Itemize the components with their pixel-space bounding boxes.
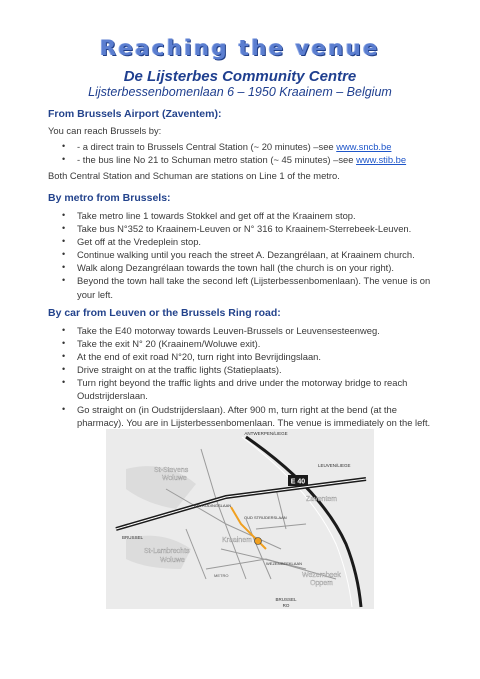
venue-name: De Lijsterbes Community Centre <box>123 68 357 85</box>
metro-list <box>62 209 442 301</box>
map-label-st-lambrechts: St-Lambrechts <box>144 548 190 555</box>
sncb-link[interactable]: www.sncb.be <box>336 141 392 152</box>
airport-intro: You can reach Brussels by: <box>48 125 162 136</box>
list-item: • Take metro line 1 towards Stokkel and get off at the Kraainem stop. <box>62 209 442 222</box>
list-item: • Take bus N°352 to Kraainem-Leuven or N° 316 to Kraainem-Sterrebeek-Leuven. <box>62 222 442 235</box>
map-label-leuven-liege: LEUVEN/LIEGE <box>318 463 351 468</box>
map-label-oppem: Oppem <box>310 580 333 587</box>
list-item: • Take the exit N° 20 (Kraainem/Woluwe exit). <box>62 337 442 350</box>
list-item: • Go straight on (in Oudstrijderslaan). After 900 m, turn right at the bend (at the pharmacy). You are in Lijsterbessenbomenlaan. The venue is immediately on the left. <box>62 403 442 429</box>
location-map <box>106 429 374 609</box>
metro-heading: By metro from Brussels: <box>48 192 171 204</box>
map-label-wezembeek: Wezembeek <box>302 572 341 579</box>
car-heading: By car from Leuven or the Brussels Ring road: <box>48 307 281 319</box>
map-label-woluwe: Woluwe <box>162 475 187 482</box>
car-list <box>62 324 442 429</box>
e40-label: E 40 <box>290 478 306 486</box>
list-item: • Continue walking until you reach the street A. Dezangrélaan, at Kraainem church. <box>62 248 442 261</box>
list-item: • Take the E40 motorway towards Leuven-Brussels or Leuvensesteenweg. <box>62 324 442 337</box>
list-item: • Walk along Dezangrélaan towards the town hall (the church is on your right). <box>62 261 442 274</box>
list-item: • - the bus line No 21 to Schuman metro station (~ 45 minutes) –see www.stib.be <box>62 153 442 166</box>
map-label-kraainem: Kraainem <box>222 537 252 544</box>
map-label-zaventem: Zaventem <box>306 496 338 503</box>
venue-address: Lijsterbessenbomenlaan 6 – 1950 Kraainem – Belgium <box>88 85 392 99</box>
map-label-woluwe-2: Woluwe <box>160 557 185 564</box>
list-item: • - a direct train to Brussels Central Station (~ 20 minutes) –see www.sncb.be <box>62 140 442 153</box>
map-label-metro: METRO <box>214 573 229 578</box>
map-label-bevrijdingslaan: BEVRIJDINGSLAAN <box>194 503 232 508</box>
list-item: • Get off at the Vredeplein stop. <box>62 235 442 248</box>
map-label-brussel-ro: BRUSSEL <box>275 597 297 602</box>
list-item: • Drive straight on at the traffic lights (Statieplaats). <box>62 363 442 376</box>
airport-heading: From Brussels Airport (Zaventem): <box>48 108 222 120</box>
map-label-ro: RO <box>282 603 290 608</box>
list-item: • Beyond the town hall take the second left (Lijsterbessenbomenlaan). The venue is on your left. <box>62 274 442 300</box>
venue-marker-icon <box>255 538 262 545</box>
map-label-st-stevens: St-Stevens <box>154 467 189 474</box>
airport-note: Both Central Station and Schuman are stations on Line 1 of the metro. <box>48 170 340 181</box>
list-item: • Turn right beyond the traffic lights and drive under the motorway bridge to reach Oudstrijderslaan. <box>62 376 442 402</box>
map-label-oud-strijderslaan: OUD STRIJDERSLAAN <box>244 515 287 520</box>
map-label-wezembeeklaan: WEZEMBEEKLAAN <box>266 561 303 566</box>
page-title: Reaching the venue <box>99 36 381 60</box>
list-item: • At the end of exit road N°20, turn right into Bevrijdingslaan. <box>62 350 442 363</box>
map-label-antwerpen: ANTWERPEN/LIEGE <box>244 431 288 436</box>
airport-list <box>62 140 442 166</box>
stib-link[interactable]: www.stib.be <box>356 154 407 166</box>
map-label-brussel: BRUSSEL <box>122 535 144 540</box>
